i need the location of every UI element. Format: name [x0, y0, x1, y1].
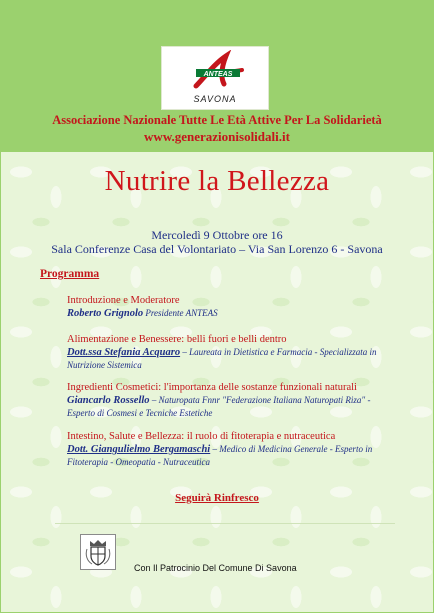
speaker-name: Giancarlo Rossello: [67, 395, 150, 406]
program-item-title: Introduzione e Moderatore: [67, 295, 180, 306]
event-title: Nutrire la Bellezza: [104, 165, 330, 197]
speaker-role: Presidente ANTEAS: [143, 308, 218, 318]
comune-savona-crest-icon: [81, 535, 115, 569]
organization-name: Associazione Nazionale Tutte Le Età Attive Per La Solidarietà: [52, 113, 382, 127]
speaker-role-continued: Nutrizione Sistemica: [67, 360, 142, 370]
speaker-role: – Naturopata Fnnr "Federazione Italiana Naturopati Riza" -: [149, 395, 371, 405]
program-item: [67, 294, 397, 320]
program-item-title: Intestino, Salute e Bellezza: il ruolo di fitoterapia e nutraceutica: [67, 431, 336, 442]
speaker-name: Dott. Giangulielmo Bergamaschi: [67, 444, 211, 455]
speaker-name: Roberto Grignolo: [67, 308, 144, 319]
refreshment-note: Seguirà Rinfresco: [175, 492, 259, 504]
program-item: [67, 430, 397, 468]
event-venue: Sala Conferenze Casa del Volontariato – Via San Lorenzo 6 - Savona: [51, 242, 383, 256]
program-item-title: Alimentazione e Benessere: belli fuori e belli dentro: [67, 334, 287, 345]
speaker-role-continued: Fitoterapia - Omeopatia - Nutraceutica: [67, 457, 210, 467]
program-item: [67, 333, 397, 371]
speaker-role: – Laureata in Dietistica e Farmacia - Specializzata in: [180, 347, 377, 357]
program-item: [67, 381, 397, 419]
program-item-speaker-line: [67, 346, 397, 359]
comune-savona-crest: [80, 534, 116, 570]
program-item-title: Ingredienti Cosmetici: l'importanza delle sostanze funzionali naturali: [67, 382, 357, 393]
patronage-text: Con Il Patrocinio Del Comune Di Savona: [134, 563, 297, 573]
event-date: Mercoledì 9 Ottobre ore 16: [151, 228, 283, 242]
logo-brand: ANTEAS: [203, 71, 233, 78]
logo-caption: SAVONA: [193, 94, 237, 104]
program-item-speaker-line: [67, 443, 397, 456]
footer-divider: [55, 523, 395, 524]
program-item-speaker-line: [67, 394, 397, 407]
speaker-role-continued: Esperto di Cosmesi e Tecniche Estetiche: [67, 408, 213, 418]
speaker-name: Dott.ssa Stefania Acquaro: [67, 347, 181, 358]
program-heading: Programma: [40, 268, 100, 280]
speaker-role: – Medico di Medicina Generale - Esperto in: [210, 444, 373, 454]
website-link[interactable]: www.generazionisolidali.it: [144, 129, 290, 144]
anteas-logo: [161, 46, 269, 110]
anteas-logo-icon: [190, 50, 246, 92]
program-item-speaker-line: [67, 307, 397, 320]
